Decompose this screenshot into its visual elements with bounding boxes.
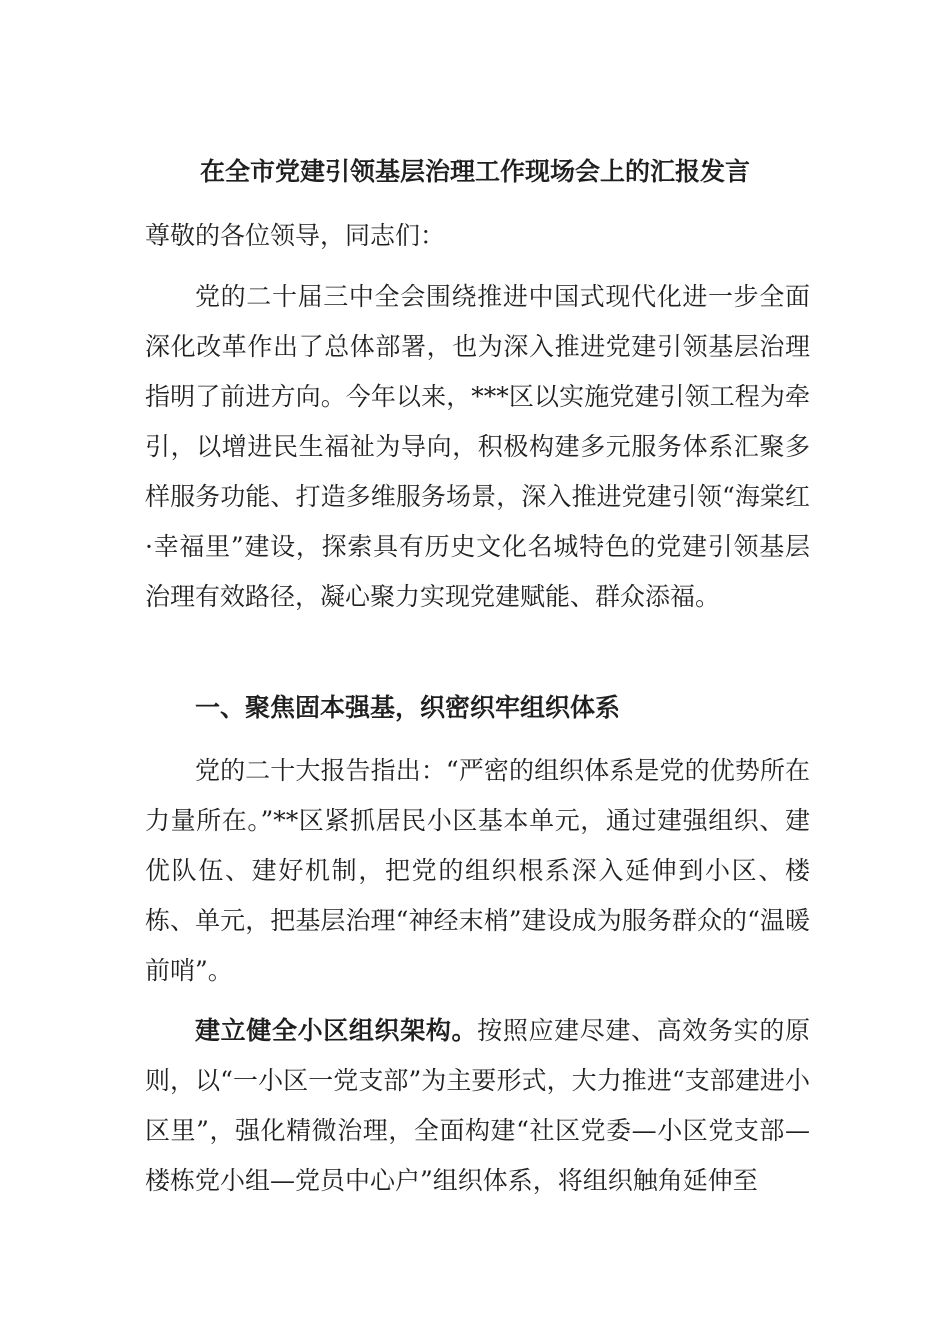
section-heading-1: 一、聚焦固本强基，织密织牢组织体系 — [195, 693, 621, 722]
paragraph-2: 党的二十大报告指出：“严密的组织体系是党的优势所在力量所在。”**区紧抓居民小区基本单元，通过建强组织、建优队伍、建好机制，把党的组织根系深入延伸到小区、楼栋、单元，把基层治理“神经末梢”建设成为服务群众的“温暖前哨”。 — [145, 756, 810, 985]
paragraph-3-body: 按照应建尽建、高效务实的原则，以“一小区一党支部”为主要形式，大力推进“支部建进小区里”，强化精微治理，全面构建“社区党委—小区党支部—楼栋党小组—党员中心户”组织体系，将组织触角延伸至 — [145, 1016, 810, 1195]
paragraph-1: 党的二十届三中全会围绕推进中国式现代化进一步全面深化改革作出了总体部署，也为深入推进党建引领基层治理指明了前进方向。今年以来，***区以实施党建引领工程为牵引，以增进民生福祉为导向，积极构建多元服务体系汇聚多样服务功能、打造多维服务场景，深入推进党建引领“海棠红·幸福里”建设，探索具有历史文化名城特色的党建引领基层治理有效路径，凝心聚力实现党建赋能、群众添福。 — [145, 282, 810, 611]
paragraph-3-lead: 建立健全小区组织架构。 — [195, 1016, 478, 1045]
paragraph-3 — [145, 1006, 810, 1206]
document-title: 在全市党建引领基层治理工作现场会上的汇报发言 — [199, 157, 750, 186]
salutation: 尊敬的各位领导，同志们： — [145, 221, 446, 250]
